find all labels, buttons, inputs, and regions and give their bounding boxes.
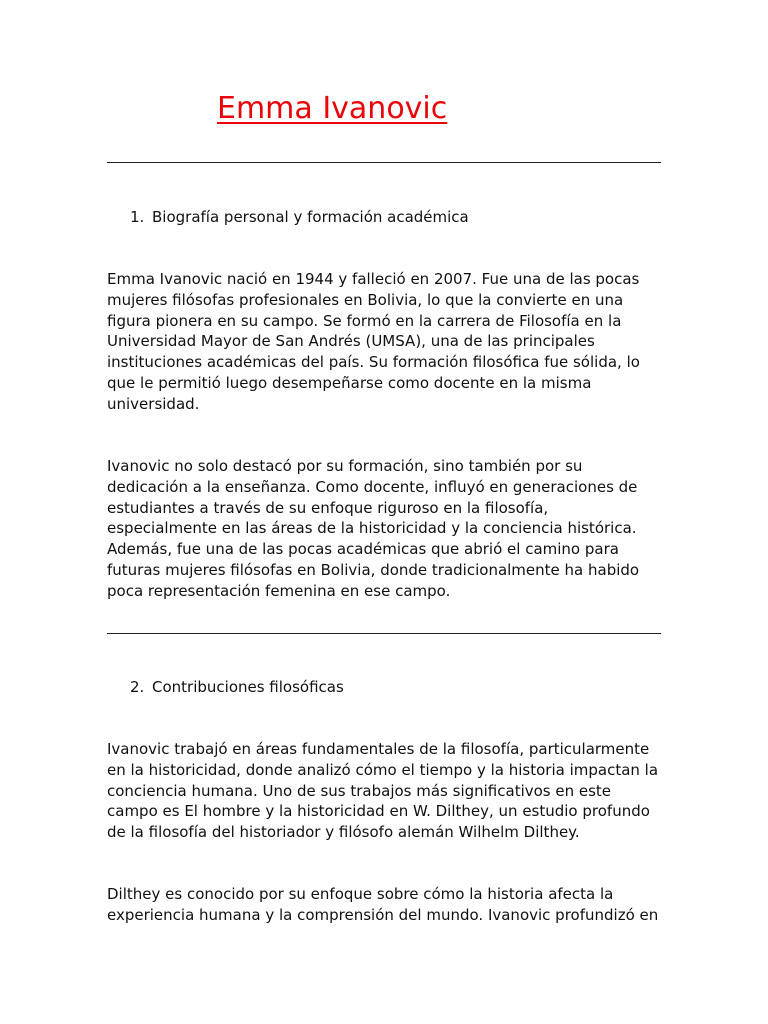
horizontal-rule xyxy=(107,633,661,634)
paragraph-line: especialmente en las áreas de la historicidad y la conciencia histórica. xyxy=(107,519,637,538)
section-heading-contributions xyxy=(130,677,344,697)
paragraph xyxy=(107,884,667,926)
paragraph-line: de la filosofía del historiador y filósofo alemán Wilhelm Dilthey. xyxy=(107,823,580,842)
paragraph-line: Ivanovic trabajó en áreas fundamentales de la filosofía, particularmente xyxy=(107,740,650,758)
paragraph-line: dedicación a la enseñanza. Como docente, influyó en generaciones de xyxy=(107,477,638,496)
paragraph xyxy=(107,456,667,602)
paragraph-line: instituciones académicas del país. Su formación filosófica fue sólida, lo xyxy=(107,353,640,372)
paragraph-line: en la historicidad, donde analizó cómo el tiempo y la historia impactan la xyxy=(107,760,659,779)
paragraph-line: Además, fue una de las pocas académicas que abrió el camino para xyxy=(107,540,619,559)
paragraph-line: estudiantes a través de su enfoque riguroso en la filosofía, xyxy=(107,498,549,517)
paragraph-line: figura pionera en su campo. Se formó en la carrera de Filosofía en la xyxy=(107,311,622,330)
paragraph-line: futuras mujeres filósofas en Bolivia, donde tradicionalmente ha habido xyxy=(107,560,640,579)
section-heading-text: Biografía personal y formación académica xyxy=(152,208,469,226)
horizontal-rule xyxy=(107,162,661,163)
paragraph xyxy=(107,739,667,843)
paragraph-line: conciencia humana. Uno de sus trabajos más significativos en este xyxy=(107,781,612,800)
paragraph-line: mujeres filósofas profesionales en Bolivia, lo que la convierte en una xyxy=(107,290,624,309)
paragraph-line: universidad. xyxy=(107,394,200,413)
paragraph-line: que le permitió luego desempeñarse como docente en la misma xyxy=(107,373,592,392)
section-heading-text: Contribuciones filosóficas xyxy=(152,678,344,696)
section-number: 1. xyxy=(130,208,145,226)
paragraph xyxy=(107,269,667,415)
paragraph-line: experiencia humana y la comprensión del mundo. Ivanovic profundizó en xyxy=(107,905,659,924)
paragraph-line: Dilthey es conocido por su enfoque sobre cómo la historia afecta la xyxy=(107,885,614,903)
page-title: Emma Ivanovic xyxy=(217,91,448,126)
paragraph-line: Emma Ivanovic nació en 1944 y falleció en 2007. Fue una de las pocas xyxy=(107,270,640,288)
section-number: 2. xyxy=(130,678,145,696)
paragraph-line: Universidad Mayor de San Andrés (UMSA), una de las principales xyxy=(107,332,595,351)
section-heading-biography xyxy=(130,207,469,227)
paragraph-line: Ivanovic no solo destacó por su formación, sino también por su xyxy=(107,457,583,475)
paragraph-line: campo es El hombre y la historicidad en W. Dilthey, un estudio profundo xyxy=(107,802,650,821)
paragraph-line: poca representación femenina en ese campo. xyxy=(107,581,451,600)
